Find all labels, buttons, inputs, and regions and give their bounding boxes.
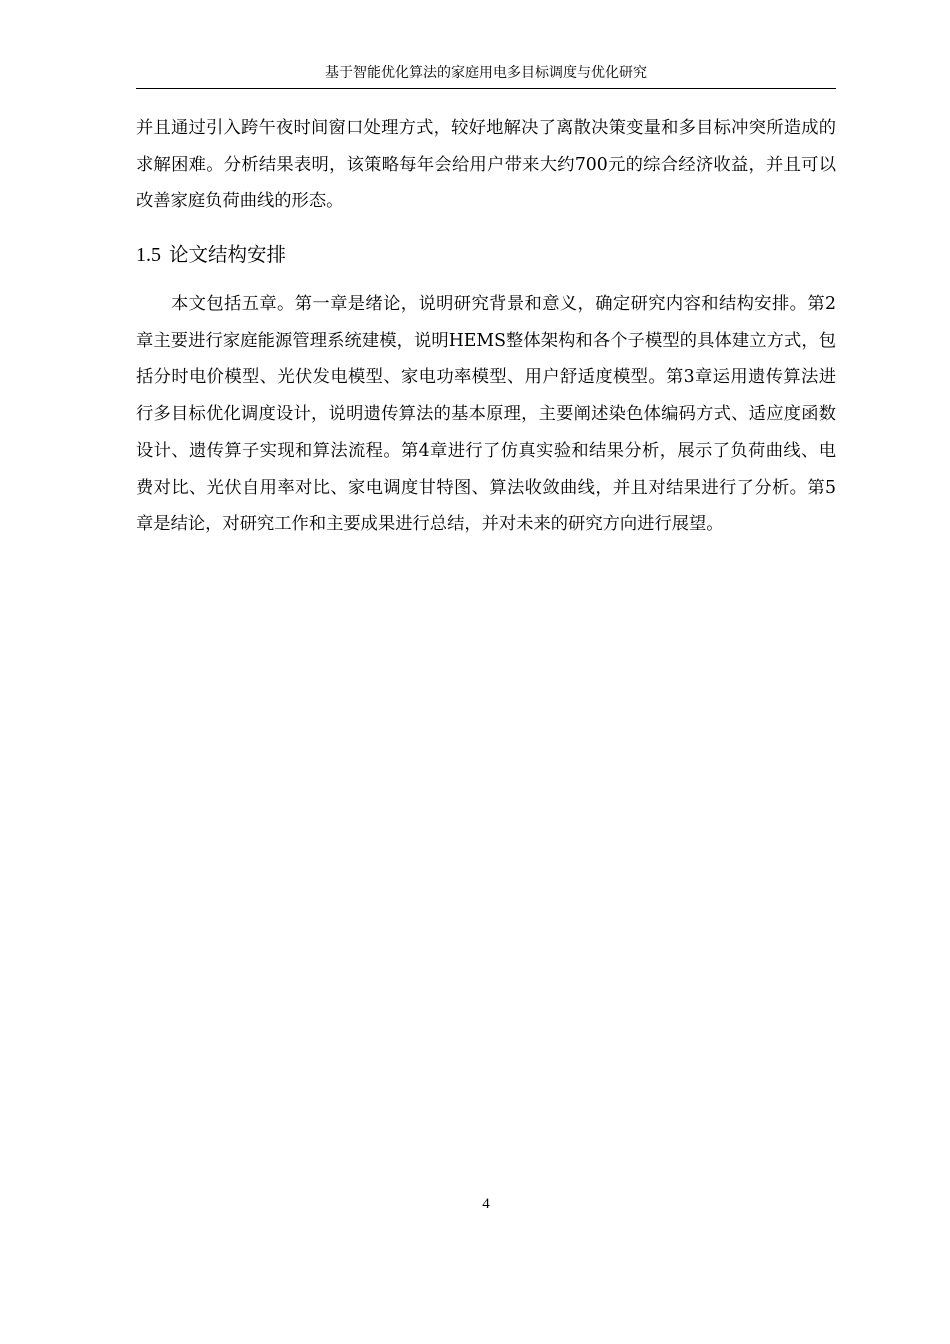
running-header: 基于智能优化算法的家庭用电多目标调度与优化研究 xyxy=(325,65,647,81)
page-number: 4 xyxy=(482,1196,490,1212)
header-divider xyxy=(136,88,836,89)
paragraph-structure: 本文包括五章。第一章是绪论，说明研究背景和意义，确定研究内容和结构安排。第2章主要进行家庭能源管理系统建模，说明HEMS整体架构和各个子模型的具体建立方式，包括分时电价模型、光伏发电模型、家电功率模型、用户舒适度模型。第3章运用遗传算法进行多目标优化调度设计，说明遗传算法的基本原理，主要阐述染色体编码方式、适应度函数设计、遗传算子实现和算法流程。第4章进行了仿真实验和结果分析，展示了负荷曲线、电费对比、光伏自用率对比、家电调度甘特图、算法收敛曲线，并且对结果进行了分析。第5章是结论，对研究工作和主要成果进行总结，并对未来的研究方向进行展望。 xyxy=(136,294,836,535)
section-heading xyxy=(136,240,836,270)
paragraph-continuation: 并且通过引入跨午夜时间窗口处理方式，较好地解决了离散决策变量和多目标冲突所造成的求解困难。分析结果表明，该策略每年会给用户带来大约700元的综合经济收益，并且可以改善家庭负荷曲线的形态。 xyxy=(136,118,836,212)
section-title: 论文结构安排 xyxy=(169,243,287,266)
section-number: 1.5 xyxy=(136,244,161,266)
